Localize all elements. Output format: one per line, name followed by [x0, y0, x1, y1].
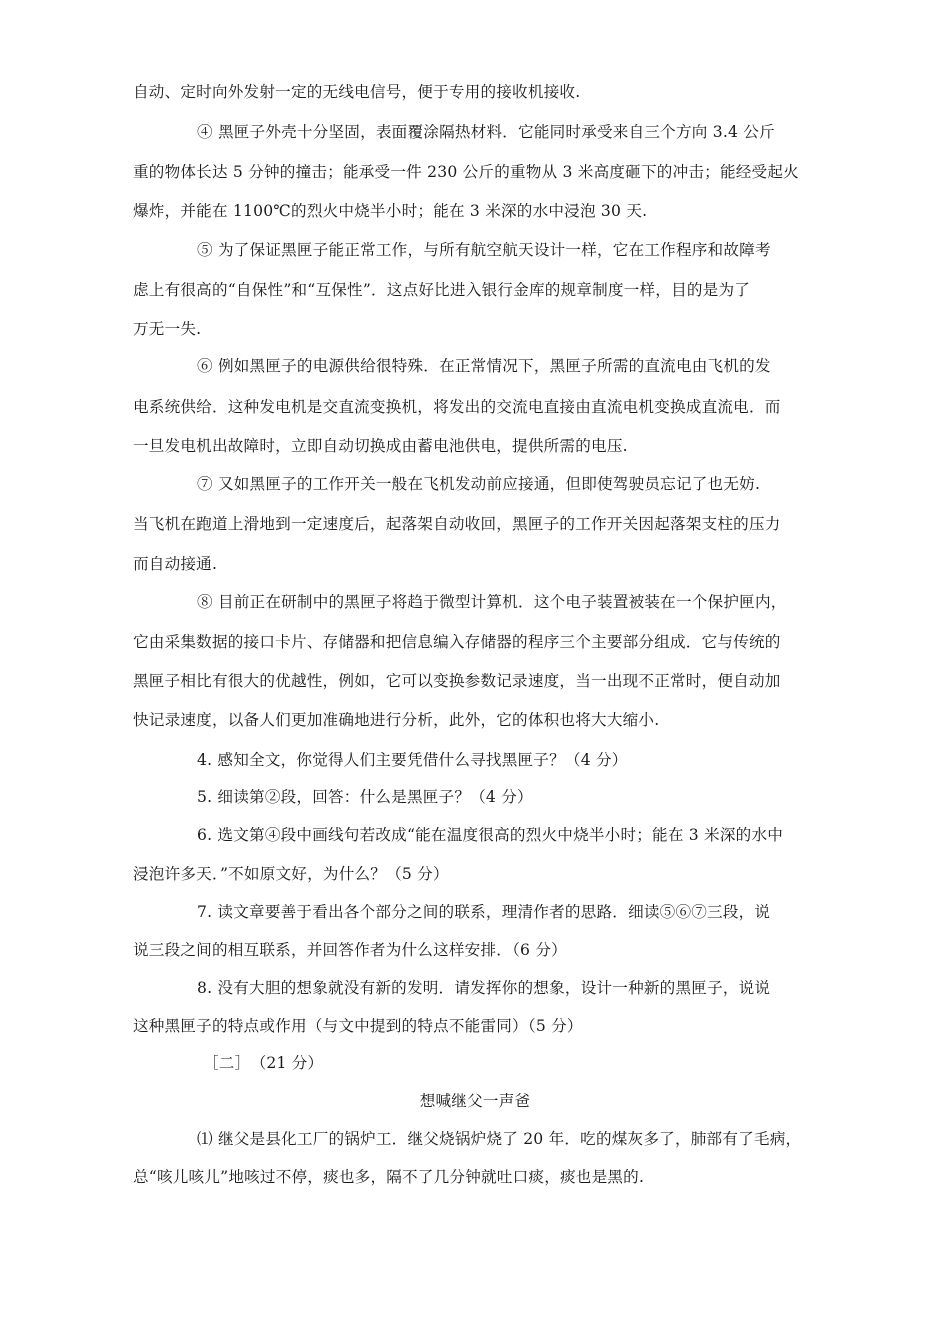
- paragraph-7-line: 当飞机在跑道上滑地到一定速度后，起落架自动收回，黑匣子的工作开关因起落架支柱的压力: [133, 515, 781, 533]
- paragraph-4-line: 爆炸，并能在 1100℃的烈火中烧半小时；能在 3 米深的水中浸泡 30 天.: [133, 202, 648, 220]
- paragraph-6-line: 电系统供给．这种发电机是交直流变换机，将发出的交流电直接由直流电机变换成直流电．而: [133, 398, 781, 416]
- paragraph-line: 自动、定时向外发射一定的无线电信号，便于专用的接收机接收.: [133, 83, 581, 101]
- question-7-line: 7. 读文章要善于看出各个部分之间的联系，理清作者的思路．细读⑤⑥⑦三段，说: [197, 903, 771, 921]
- question-6-line: 6. 选文第④段中画线句若改成“能在温度很高的烈火中烧半小时；能在 3 米深的水中: [197, 826, 784, 844]
- question-6-line: 浸泡许多天．”不如原文好，为什么？（5 分）: [133, 865, 449, 883]
- section-heading: ［二］ （21 分）: [203, 1054, 324, 1072]
- paragraph-8-line: 它由采集数据的接口卡片、存储器和把信息编入存储器的程序三个主要部分组成．它与传统的: [133, 633, 781, 651]
- paragraph-5-line: 虑上有很高的“自保性”和“互保性”．这点好比进入银行金库的规章制度一样，目的是为了: [133, 281, 751, 299]
- paragraph-5-line: 万无一失.: [133, 320, 202, 338]
- passage-title: 想喊继父一声爸: [419, 1092, 531, 1110]
- passage-paragraph-1-line: ⑴ 继父是县化工厂的锅炉工．继父烧锅炉烧了 20 年．吃的煤灰多了，肺部有了毛病，: [197, 1130, 802, 1148]
- paragraph-8-line: ⑧ 目前正在研制中的黑匣子将趋于微型计算机．这个电子装置被装在一个保护匣内，: [197, 593, 787, 611]
- paragraph-4-line: 重的物体长达 5 分钟的撞击；能承受一件 230 公斤的重物从 3 米高度砸下的冲击；能经受起火: [133, 163, 799, 181]
- paragraph-6-line: 一旦发电机出故障时，立即自动切换成由蓄电池供电，提供所需的电压.: [133, 437, 628, 455]
- paragraph-5-line: ⑤ 为了保证黑匣子能正常工作，与所有航空航天设计一样，它在工作程序和故障考: [197, 241, 771, 259]
- question-8-line: 8. 没有大胆的想象就没有新的发明．请发挥你的想象，设计一种新的黑匣子，说说: [197, 979, 771, 997]
- paragraph-7-line: ⑦ 又如黑匣子的工作开关一般在飞机发动前应接通，但即使驾驶员忘记了也无妨.: [197, 475, 761, 493]
- paragraph-6-line: ⑥ 例如黑匣子的电源供给很特殊．在正常情况下，黑匣子所需的直流电由飞机的发: [197, 357, 771, 375]
- paragraph-4-line: ④ 黑匣子外壳十分坚固，表面覆涂隔热材料．它能同时承受来自三个方向 3.4 公斤: [197, 123, 775, 141]
- paragraph-8-line: 快记录速度，以备人们更加准确地进行分析，此外，它的体积也将大大缩小.: [133, 711, 660, 729]
- question-7-line: 说三段之间的相互联系，并回答作者为什么这样安排．（6 分）: [133, 941, 567, 959]
- question-8-line: 这种黑匣子的特点或作用（与文中提到的特点不能雷同）（5 分）: [133, 1017, 583, 1035]
- question-5: 5. 细读第②段，回答：什么是黑匣子？（4 分）: [197, 788, 533, 806]
- paragraph-7-line: 而自动接通.: [133, 555, 218, 573]
- paragraph-8-line: 黑匣子相比有很大的优越性，例如，它可以变换参数记录速度，当一出现不正常时，便自动加: [133, 672, 781, 690]
- question-4: 4. 感知全文，你觉得人们主要凭借什么寻找黑匣子？（4 分）: [197, 751, 628, 769]
- passage-paragraph-1-line: 总“咳儿咳儿”地咳过不停，痰也多，隔不了几分钟就吐口痰，痰也是黑的.: [133, 1168, 645, 1186]
